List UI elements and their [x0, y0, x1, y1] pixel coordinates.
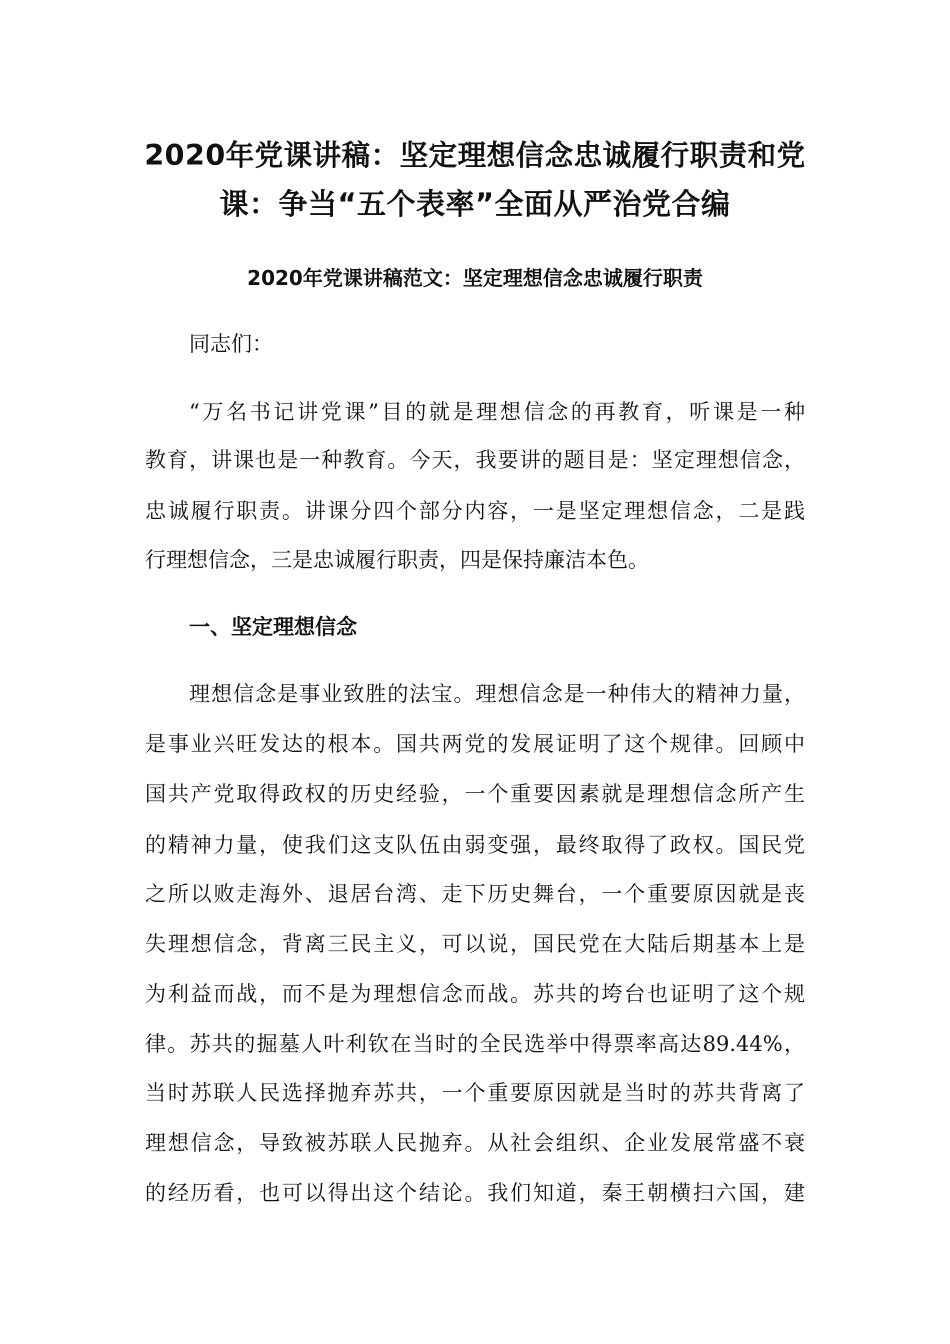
- section-1-heading: 一、坚定理想信念: [189, 615, 357, 639]
- body-line: 国共产党取得政权的历史经验，一个重要因素就是理想信念所产生: [145, 782, 805, 806]
- document-title-line-2: 课：争当“五个表率”全面从严治党合编: [219, 187, 731, 221]
- intro-line: 行理想信念，三是忠诚履行职责，四是保持廉洁本色。: [145, 548, 649, 572]
- intro-line: 教育，讲课也是一种教育。今天，我要讲的题目是：坚定理想信念，: [145, 448, 805, 472]
- body-line: 是事业兴旺发达的根本。国共两党的发展证明了这个规律。回顾中: [145, 732, 805, 756]
- document-title-line-1: 2020年党课讲稿：坚定理想信念忠诚履行职责和党: [144, 139, 806, 172]
- body-line: 为利益而战，而不是为理想信念而战。苏共的垮台也证明了这个规: [145, 982, 805, 1006]
- body-line: 的经历看，也可以得出这个结论。我们知道，秦王朝横扫六国，建: [145, 1181, 805, 1205]
- body-line: 律。苏共的掘墓人叶利钦在当时的全民选举中得票率高达89.44%，: [145, 1032, 805, 1056]
- body-line: 的精神力量，使我们这支队伍由弱变强，最终取得了政权。国民党: [145, 833, 805, 857]
- body-line: 理想信念，导致被苏联人民抛弃。从社会组织、企业发展常盛不衰: [145, 1131, 805, 1155]
- intro-line: “万名书记讲党课”目的就是理想信念的再教育，听课是一种: [189, 400, 805, 424]
- intro-line: 忠诚履行职责。讲课分四个部分内容，一是坚定理想信念，二是践: [145, 499, 805, 523]
- body-line: 理想信念是事业致胜的法宝。理想信念是一种伟大的精神力量，: [189, 682, 805, 706]
- salutation: 同志们：: [189, 332, 273, 356]
- body-line: 之所以败走海外、退居台湾、走下历史舞台，一个重要原因就是丧: [145, 882, 805, 906]
- body-line: 失理想信念，背离三民主义，可以说，国民党在大陆后期基本上是: [145, 932, 805, 956]
- document-subtitle: 2020年党课讲稿范文：坚定理想信念忠诚履行职责: [247, 266, 703, 290]
- body-line: 当时苏联人民选择抛弃苏共，一个重要原因就是当时的苏共背离了: [145, 1081, 805, 1105]
